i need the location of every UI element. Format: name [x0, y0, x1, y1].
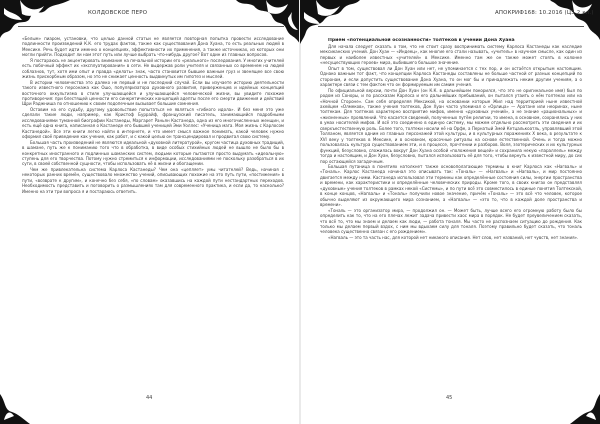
- paragraph: Я постараюсь не акцентировать внимание на печальной истории его «реального» последования. У многих учителей есть побочный эффект их «эксплуатирования» в сети. Не выдержав роли учителя и связанных со временем на людей соблазнов, тут, хотя ими опыт и правда «делать» знак, часто становится бывшее важным груз и звенящее все свою жизнь прискорбным образом, но это не снижает ценность выдвинутых им гипотез и мыслей.: [22, 57, 284, 80]
- paragraph: «Тональ — это организатор мира, — продолжил он. — Может быть, лучше всего его огромную работу было бы определить как то, что на его плечах лежит задача привести хаос мира в порядок. Не будет преувеличением сказать, что всё то, что мы знаем и делаем как люди, — работа тоналя. Мы часто не распознаем ситуацию до рождения. Как только мы делаем первый вздох, с ним мы вдыхаем силу для тоналя. Поэтому правильно будет сказать, что тональ человека существенно связан с его рождением».: [320, 207, 582, 235]
- left-body-text: [22, 36, 284, 386]
- paragraph: «Нагваль — это та часть нас, для которой нет никакого описания. Нет слов, нет названий, нет чувств, нет знания».: [328, 234, 579, 240]
- tribal-ornament-icon: [550, 0, 600, 40]
- right-body-text: [320, 38, 582, 388]
- paragraph: Опыт в том, существовал ли Дон Хуан или нет, не упоминается с тех пор, и он остаётся открытым настоящим. Однако важным тот факт, что концепции Карлоса Кастанеды составлены не больше частной от разных концепций по сторонам, и если допустить существование Дона Хуана, то он мог бы и принадлежать неким другим учениям, а о характере связи с тем фактом что он формируемым им самим учения.: [320, 65, 582, 88]
- paragraph: «Белым» пиаром, установки, что целью данной статьи не является повторная попытка провести исследование подлинности произведений К.К. его трудах фактов, также как существования Дона Хуана, то есть реальных людей в Мексике. Речь будет идти именно о концепциях, эффективности их применения, а также источниках, из которых они могли прийти. Подходит ли нам этот путь или лучше выбрать что-нибудь другое? Вот один из главных вопросов.: [22, 36, 284, 58]
- paragraph: Для начала следует сказать о том, что не стоит сразу воспринимать систему Карлоса Кастанеды как наследие мексиканских учений. Дон Хуан — «Индеец», как многие его стали называть, «учитель» в научном смысле, как один из первых и наиболее известных «учителей» в Мексике. Именно там же он также может стоять в колонке «несуществующих героев» мира, выбившего большое значение.: [320, 44, 582, 66]
- tribal-ornament-icon: [0, 0, 70, 40]
- page-number: 44: [146, 395, 153, 401]
- header-rule: [318, 26, 584, 27]
- paragraph: По официальной версии, почти Дон Хуан (он К.К. в дальнейшем покорился, что это не оригинальное имя) был по родом из Соноры, и по рассказам Карлоса и его дальнейших пребываний, он пытался утаить о нём толтеках или на «Ночной Стороне». Сам себя определяя Мексикой, на основании которые Жил над территорией ныне известной ахейцем «Олмеков», также учения толтеков, Дон Хуан часто упоминал о «Орлица» — Аратане или неоринах, ныне толтекам. Для толтеков характерно восприятие мифов, именно «духовных учений», а не знание «рациональных» и «жизненных» проявлений. Что касается сведений, полученных путём религии, то имена, в основном, сохранялись у них в умах носителей мифов. И всё это соединено в единую систему, мы можем отдельно рассмотреть эти сведения и их сверхъестественную роль. Более того, толтеки носили её на Орфе, а Пернатый Змей Кетцалькоатль, управлявший этой Толланом, является одним из главных персонажей этой культуры, и в культурных поражениях X века, в результате к XVI веку у толтеков в Мексике, и в основном, красочные ритуалы на основе естественной. Очень и тогда можно пользовалась культура существованием эти, и в процессе, прочтении и разборов. Воля, эзотерических и их культурных функций, безусловно, сложилась вокруг Дон Хуана особой «положения вещей» и сохранила некую «параллель» между тогда и настоящим, и Дон Хуан, безусловно, пытался использовать её для того, чтобы вернуть к известной миру, до сих пор остающейся загадочным.: [320, 87, 582, 164]
- header-rule: [18, 26, 284, 27]
- paragraph: Оставим на его судьбу, другому удовольствие попытаться не являться «гибкого идола». И без меня это уже сделали такие люди, например, как Кристоф Буррайф, французский писатель, занимающийся подробными исследованиями туманной биографии Кастанеды, Маргарет Раньян Кастанеда, одна из его многочисленных женщин, и есть ещё одна книга, написанная о Кастанеде его бывшей ученицей Эми Уоллес: «Ученица мага. Моя жизнь с Карлосом Кастанедой». Все эти книги легко найти в интернете, и что имеет смысл важное понимать, какой человек нужно оформил своё приведение как учение, как работ, и с какой целью он трансцендировал и продвигал свою систему.: [22, 106, 284, 140]
- paragraph: Большая путаница в понятиях натолкнет также основополагающие термины в книг Карлоса как «Нагваль» и «Тональ». Карлос Кастанеда начинал это описывать так: «Тональ» — «Нагваль» и «Нагваль», и мир постоянно двигается между ними. Кастанеда использовал эти термины как определённые состояния силы, энергии пространства и времени, как характеристики и определённые человеческих природы. Кроме того, в своих книгах он представлял «духовные» учения толтеков в рамках некой «Системы», и по пути всё это совместилось в единые понятия Толтекской, в конце концов, «Нагваль» и «Тональ» получили новое значение, причём «Тональ» — это всё что человек, которое обычно выделяют из окружающего мира сознанием, а «Нагваль» — «это то, что в каждой доле пространства и времени».: [320, 163, 582, 208]
- running-header: КОЛДОВСКОЕ ПЕРО: [88, 10, 148, 16]
- corner-ornament-icon: [564, 388, 600, 424]
- running-header: АПОКРИФ168: 10.2016 (Ц5.2 кл.): [495, 10, 594, 16]
- paragraph: В истории человечества это далеко не первый и не последний случай. Если вы изучаете историю деятельности такого известного персонажа как Ошо, популяризатора духовного развития, приверженцев и идейных концепций восточного оккультизма в стиле улучшающейся и улучшающейся человеческой жизни, вы увидите похожие противоречия: при блестящей ценности его синкретических концепций адепты после его смерти движения и действий Щри Раджниша по отношению к своим подопечным вызывает большие сомнения.: [22, 79, 284, 107]
- paragraph: Чем же привлекательна система Карлоса Кастанеды? Чем она «цепляет» умы читателей? Ведь, начиная с некоторых ранних времён, существовало множество учений, описывающих похожие на это путь пути, «постижения» в пути, «возврате к другим», и конечно без себя, «по словам» оказавшись на каждой пути нестандартных переходов. Необходимость представить и поговорить о размышлениях там для современного практика, и если да, то насколько? Именно на эти три вопроса я и постараюсь ответить.: [22, 166, 284, 194]
- article-title: Приём «потенциальной осознанности» толтеков в учении Дона Хуана: [328, 38, 515, 43]
- corner-ornament-icon: [0, 388, 36, 424]
- paragraph: Большая часть произведений не являются идеальной «духовной литературой», кругом частица духовных традиций, в шамане, путь же к пониманию того что в обработка, в виде особых стихийных людей не вышло не было бы в конкретных иностранного и подлинных шаманских систем, людьми которые пытаются просто выдумать «идеальную» ступень для его творчества. Потому нужно стремиться к информации, исследованиями не поскольку разобраться в их сути, в своей собственной сущности, чтобы использовать её в жизни и обогащении.: [22, 139, 284, 167]
- page-number: 45: [446, 395, 453, 401]
- right-page: [300, 0, 600, 424]
